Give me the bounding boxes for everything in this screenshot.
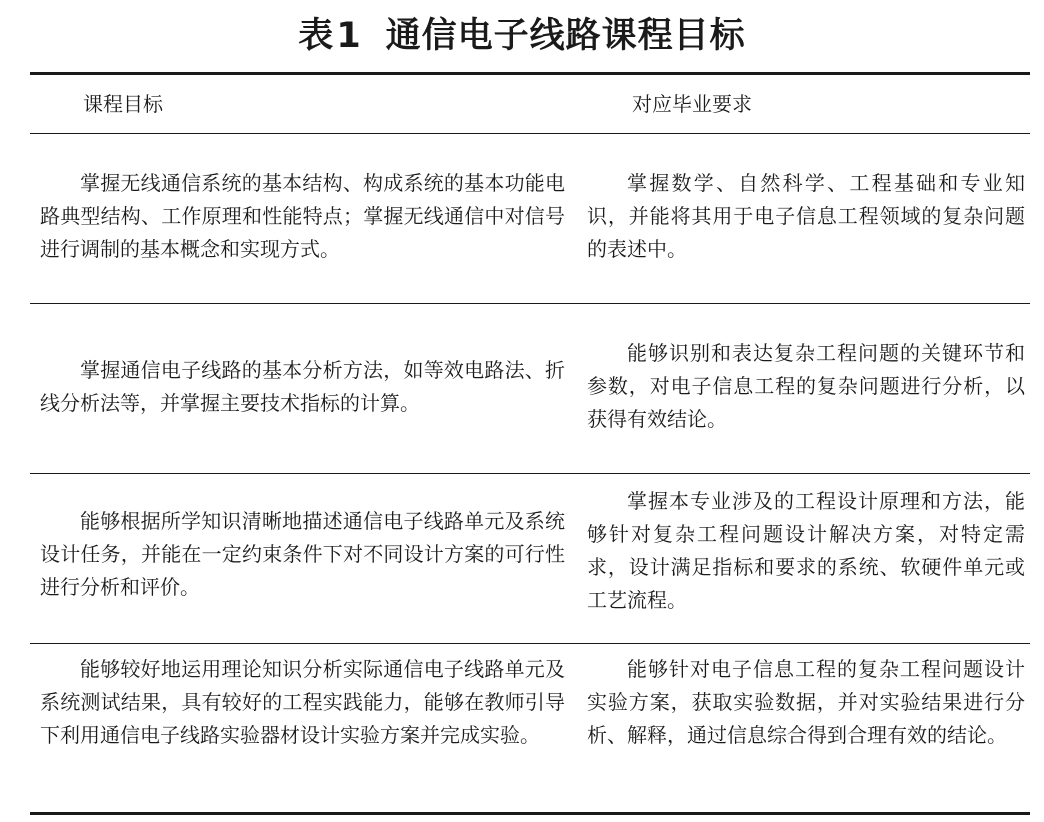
table-title-number: 1: [336, 16, 362, 56]
header-objective: 课程目标: [83, 92, 163, 116]
requirement-cell-4: 能够针对电子信息工程的复杂工程问题设计实验方案，获取实验数据，并对实验结果进行分析、解释，通过信息综合得到合理有效的结论。: [587, 657, 1025, 747]
table-top-rule: [30, 72, 1030, 75]
row-divider-2: [30, 473, 1030, 474]
row-divider-3: [30, 643, 1030, 644]
table-title-prefix: 表: [298, 16, 335, 56]
table-title: [0, 14, 1044, 58]
requirement-cell-2: 能够识别和表达复杂工程问题的关键环节和参数，对电子信息工程的复杂问题进行分析，以获得有效结论。: [587, 341, 1025, 431]
objective-cell-4: 能够较好地运用理论知识分析实际通信电子线路单元及系统测试结果，具有较好的工程实践能力，能够在教师引导下利用通信电子线路实验器材设计实验方案并完成实验。: [40, 657, 565, 747]
table-title-text: 通信电子线路课程目标: [385, 16, 746, 56]
objective-cell-3: 能够根据所学知识清晰地描述通信电子线路单元及系统设计任务，并能在一定约束条件下对不同设计方案的可行性进行分析和评价。: [40, 509, 565, 599]
objective-cell-1: 掌握无线通信系统的基本结构、构成系统的基本功能电路典型结构、工作原理和性能特点；掌握无线通信中对信号进行调制的基本概念和实现方式。: [40, 171, 565, 261]
requirement-cell-3: 掌握本专业涉及的工程设计原理和方法，能够针对复杂工程问题设计解决方案，对特定需求，设计满足指标和要求的系统、软硬件单元或工艺流程。: [587, 489, 1025, 612]
requirement-cell-1: 掌握数学、自然科学、工程基础和专业知识，并能将其用于电子信息工程领域的复杂问题的表述中。: [587, 171, 1025, 261]
header-requirement: 对应毕业要求: [632, 92, 752, 116]
table-bottom-rule: [30, 812, 1030, 815]
objective-cell-2: 掌握通信电子线路的基本分析方法，如等效电路法、折线分析法等，并掌握主要技术指标的计算。: [40, 358, 565, 415]
row-divider-1: [30, 303, 1030, 304]
header-divider: [30, 133, 1030, 134]
